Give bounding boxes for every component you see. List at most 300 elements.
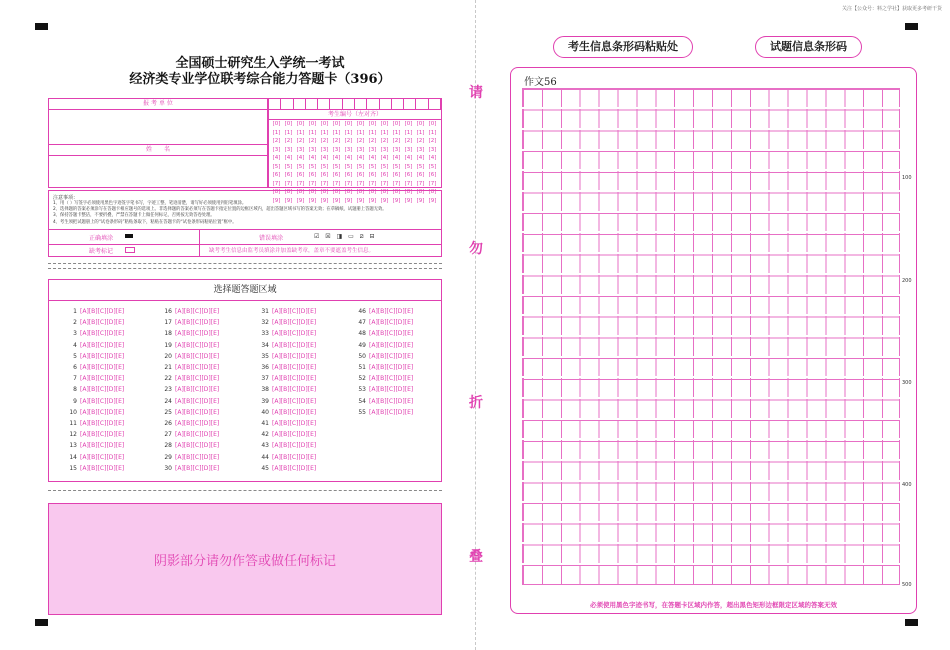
digit-bubble[interactable]: [7] <box>380 180 389 187</box>
essay-footer: 必须使用黑色字迹书写，在答题卡区域内作答，超出黑色矩形边框限定区域的答案无效 <box>590 601 837 609</box>
write-cell[interactable] <box>367 99 379 109</box>
choice-item[interactable] <box>65 308 124 315</box>
choice-item[interactable] <box>65 375 124 382</box>
answer-options[interactable]: [A][B][C][D][E] <box>272 420 317 427</box>
digit-bubble[interactable]: [0] <box>380 121 389 127</box>
question-number: 36 <box>261 364 269 371</box>
answer-options[interactable]: [A][B][C][D][E] <box>80 408 125 416</box>
digit-bubble[interactable]: [9] <box>332 197 341 204</box>
write-cell[interactable] <box>330 99 342 109</box>
digit-bubble[interactable]: [3] <box>416 146 425 153</box>
digit-bubble[interactable]: [0] <box>284 121 293 127</box>
write-cell[interactable] <box>416 99 428 109</box>
choice-item[interactable] <box>257 431 316 438</box>
answer-options[interactable]: [A][B][C][D][E] <box>272 464 317 472</box>
write-cell[interactable] <box>392 99 404 109</box>
choice-item[interactable] <box>160 442 219 449</box>
digit-bubble[interactable]: [9] <box>344 197 353 204</box>
digit-bubble[interactable]: [6] <box>320 172 329 178</box>
choice-item[interactable] <box>257 308 316 315</box>
digit-bubble[interactable]: [0] <box>428 121 437 127</box>
answer-options[interactable]: [A][B][C][D][E] <box>272 442 317 450</box>
question-number: 44 <box>261 453 269 461</box>
digit-bubble[interactable]: [0] <box>392 121 401 127</box>
digit-bubble[interactable]: [6] <box>416 172 425 178</box>
digit-bubble[interactable]: [7] <box>296 180 305 187</box>
answer-options[interactable]: [A][B][C][D][E] <box>175 453 220 461</box>
digit-bubble[interactable]: [3] <box>332 146 341 153</box>
choice-item[interactable] <box>65 454 124 461</box>
answer-options[interactable]: [A][B][C][D][E] <box>80 308 125 315</box>
digit-bubble[interactable]: [0] <box>332 121 341 127</box>
answer-options[interactable]: [A][B][C][D][E] <box>80 341 125 349</box>
choice-item[interactable] <box>257 375 316 382</box>
digit-bubble[interactable]: [5] <box>320 163 329 170</box>
digit-bubble[interactable]: [5] <box>416 163 425 170</box>
digit-bubble[interactable]: [4] <box>296 155 305 161</box>
digit-bubble[interactable]: [5] <box>368 163 377 170</box>
answer-options[interactable]: [A][B][C][D][E] <box>272 386 317 394</box>
digit-bubble[interactable]: [1] <box>368 129 377 136</box>
digit-bubble[interactable]: [7] <box>416 180 425 187</box>
choice-item[interactable] <box>160 409 219 416</box>
choice-item[interactable] <box>354 353 413 360</box>
answer-options[interactable]: [A][B][C][D][E] <box>369 397 414 405</box>
digit-bubble[interactable]: [4] <box>404 155 413 161</box>
digit-bubble[interactable]: [9] <box>368 197 377 204</box>
digit-bubble[interactable]: [6] <box>332 172 341 178</box>
digit-bubble[interactable]: [6] <box>404 172 413 178</box>
digit-bubble[interactable]: [2] <box>404 138 413 144</box>
digit-bubble[interactable]: [4] <box>356 155 365 161</box>
digit-bubble[interactable]: [0] <box>320 121 329 127</box>
digit-bubble[interactable]: [5] <box>344 163 353 170</box>
answer-options[interactable]: [A][B][C][D][E] <box>369 341 414 349</box>
digit-bubble[interactable]: [6] <box>284 172 293 178</box>
answer-options[interactable]: [A][B][C][D][E] <box>272 408 317 416</box>
answer-options[interactable]: [A][B][C][D][E] <box>80 352 125 360</box>
digit-bubble[interactable]: [7] <box>272 180 281 187</box>
digit-bubble[interactable]: [8] <box>380 189 389 195</box>
write-cell[interactable] <box>343 99 355 109</box>
answer-options[interactable]: [A][B][C][D][E] <box>175 386 220 394</box>
shaded-area <box>48 503 442 615</box>
answer-options[interactable]: [A][B][C][D][E] <box>175 308 220 315</box>
digit-bubble[interactable]: [0] <box>368 121 377 127</box>
choice-item[interactable] <box>160 308 219 315</box>
digit-bubble[interactable]: [2] <box>308 138 317 144</box>
digit-bubble[interactable]: [8] <box>428 189 437 195</box>
digit-bubble[interactable]: [7] <box>368 180 377 187</box>
choice-item[interactable] <box>354 386 413 393</box>
digit-bubble[interactable]: [1] <box>332 129 341 136</box>
question-number: 42 <box>261 431 269 439</box>
answer-options[interactable]: [A][B][C][D][E] <box>175 319 220 327</box>
choice-item[interactable] <box>257 353 316 360</box>
write-cell[interactable] <box>355 99 367 109</box>
answer-options[interactable]: [A][B][C][D][E] <box>175 420 220 427</box>
digit-bubble[interactable]: [1] <box>380 129 389 136</box>
digit-bubble[interactable]: [6] <box>392 172 401 178</box>
digit-bubble[interactable]: [2] <box>272 138 281 144</box>
digit-bubble[interactable]: [5] <box>428 163 437 170</box>
choice-item[interactable] <box>65 353 124 360</box>
digit-bubble[interactable]: [3] <box>284 146 293 153</box>
digit-bubble[interactable]: [6] <box>344 172 353 178</box>
digit-bubble[interactable]: [2] <box>284 138 293 144</box>
write-cell[interactable] <box>404 99 416 109</box>
digit-bubble[interactable]: [5] <box>380 163 389 170</box>
answer-options[interactable]: [A][B][C][D][E] <box>369 319 414 327</box>
digit-bubble[interactable]: [5] <box>392 163 401 170</box>
answer-options[interactable]: [A][B][C][D][E] <box>80 464 125 472</box>
digit-bubble[interactable]: [3] <box>428 146 437 153</box>
question-number: 23 <box>164 386 172 394</box>
digit-bubble[interactable]: [7] <box>344 180 353 187</box>
answer-options[interactable]: [A][B][C][D][E] <box>272 352 317 360</box>
digit-bubble[interactable]: [1] <box>296 129 305 136</box>
digit-bubble[interactable]: [6] <box>368 172 377 178</box>
digit-bubble[interactable]: [4] <box>308 155 317 161</box>
write-cell[interactable] <box>294 99 306 109</box>
answer-options[interactable]: [A][B][C][D][E] <box>80 330 125 338</box>
digit-bubble[interactable]: [7] <box>284 180 293 187</box>
digit-bubble[interactable]: [0] <box>272 121 281 127</box>
digit-bubble[interactable]: [4] <box>320 155 329 161</box>
wrong-fill-label: 错误填涂 <box>259 235 284 242</box>
write-cell[interactable] <box>281 99 293 109</box>
question-number: 48 <box>358 330 366 338</box>
answer-options[interactable]: [A][B][C][D][E] <box>175 375 220 383</box>
digit-bubble[interactable]: [2] <box>320 138 329 144</box>
digit-bubble[interactable]: [8] <box>344 189 353 195</box>
answer-options[interactable]: [A][B][C][D][E] <box>369 386 414 394</box>
unit-field[interactable] <box>49 109 267 144</box>
answer-options[interactable]: [A][B][C][D][E] <box>80 431 125 439</box>
write-cell[interactable] <box>306 99 318 109</box>
digit-bubble[interactable]: [4] <box>368 155 377 161</box>
choice-item[interactable] <box>65 364 124 371</box>
digit-bubble[interactable]: [8] <box>416 189 425 195</box>
digit-bubble[interactable]: [4] <box>416 155 425 161</box>
digit-bubble[interactable]: [0] <box>416 121 425 127</box>
digit-bubble[interactable]: [4] <box>428 155 437 161</box>
choice-item[interactable] <box>65 465 124 472</box>
wrong-fill-examples: ☑ ☒ ◨ ▭ ⧄ ⊟ <box>314 233 377 240</box>
choice-item[interactable] <box>160 375 219 382</box>
answer-options[interactable]: [A][B][C][D][E] <box>175 364 220 371</box>
digit-bubble[interactable]: [1] <box>404 129 413 136</box>
digit-bubble[interactable]: [3] <box>404 146 413 153</box>
choice-item[interactable] <box>65 386 124 393</box>
digit-bubble[interactable]: [3] <box>296 146 305 153</box>
choice-item[interactable] <box>160 319 219 326</box>
digit-bubble[interactable]: [9] <box>416 197 425 204</box>
answer-options[interactable]: [A][B][C][D][E] <box>369 330 414 338</box>
question-number: 29 <box>164 453 172 461</box>
answer-options[interactable]: [A][B][C][D][E] <box>80 453 125 461</box>
answer-options[interactable]: [A][B][C][D][E] <box>80 442 125 450</box>
choice-item[interactable] <box>65 319 124 326</box>
choice-item[interactable] <box>354 409 413 416</box>
answer-options[interactable]: [A][B][C][D][E] <box>272 341 317 349</box>
digit-bubble[interactable]: [4] <box>380 155 389 161</box>
answer-options[interactable]: [A][B][C][D][E] <box>175 442 220 450</box>
choice-item[interactable] <box>160 386 219 393</box>
choice-item[interactable] <box>257 319 316 326</box>
digit-bubble[interactable]: [3] <box>308 146 317 153</box>
word-count-400: 400 <box>902 482 912 488</box>
exam-number-label: 考生编号（左对齐） <box>269 109 441 120</box>
choice-area-title: 选择题答题区域 <box>49 280 441 301</box>
answer-options[interactable]: [A][B][C][D][E] <box>272 330 317 338</box>
digit-bubble[interactable]: [0] <box>404 121 413 127</box>
choice-item[interactable] <box>257 409 316 416</box>
choice-item[interactable] <box>160 364 219 371</box>
answer-options[interactable]: [A][B][C][D][E] <box>175 397 220 405</box>
answer-options[interactable]: [A][B][C][D][E] <box>80 375 125 383</box>
question-number: 20 <box>164 352 172 360</box>
answer-options[interactable]: [A][B][C][D][E] <box>175 330 220 338</box>
digit-bubble[interactable]: [6] <box>308 172 317 178</box>
answer-options[interactable]: [A][B][C][D][E] <box>80 386 125 394</box>
choice-item[interactable] <box>160 420 219 427</box>
correct-fill-label: 正确填涂 <box>89 235 114 242</box>
choice-item[interactable] <box>354 342 413 349</box>
choice-item[interactable] <box>257 454 316 461</box>
digit-bubble[interactable]: [3] <box>344 146 353 153</box>
choice-item[interactable] <box>354 375 413 382</box>
digit-bubble[interactable]: [6] <box>356 172 365 178</box>
digit-bubble[interactable]: [2] <box>416 138 425 144</box>
digit-bubble[interactable]: [5] <box>296 163 305 170</box>
answer-options[interactable]: [A][B][C][D][E] <box>369 408 414 416</box>
choice-item[interactable] <box>160 465 219 472</box>
digit-bubble[interactable]: [6] <box>296 172 305 178</box>
answer-options[interactable]: [A][B][C][D][E] <box>175 341 220 349</box>
choice-item[interactable] <box>65 330 124 337</box>
digit-bubble[interactable]: [8] <box>332 189 341 195</box>
question-number: 2 <box>73 319 77 327</box>
notice-line: 3、保持答题卡整洁，不要折叠，严禁在答题卡上做任何标记，否则按无效答卷处理。 <box>53 213 215 219</box>
write-cell[interactable] <box>380 99 392 109</box>
answer-options[interactable]: [A][B][C][D][E] <box>272 364 317 371</box>
digit-bubble[interactable]: [8] <box>356 189 365 195</box>
digit-bubble[interactable]: [8] <box>320 189 329 195</box>
answer-options[interactable]: [A][B][C][D][E] <box>175 352 220 360</box>
absent-mark-box[interactable] <box>125 247 135 253</box>
answer-options[interactable]: [A][B][C][D][E] <box>272 319 317 327</box>
question-number: 19 <box>164 341 172 349</box>
choice-item[interactable] <box>65 431 124 438</box>
name-field[interactable] <box>49 155 267 187</box>
digit-bubble[interactable]: [3] <box>392 146 401 153</box>
choice-item[interactable] <box>257 330 316 337</box>
digit-bubble[interactable]: [5] <box>272 163 281 170</box>
write-cells[interactable] <box>269 99 441 109</box>
digit-bubble[interactable]: [3] <box>320 146 329 153</box>
answer-options[interactable]: [A][B][C][D][E] <box>272 453 317 461</box>
digit-bubble[interactable]: [0] <box>296 121 305 127</box>
digit-bubble[interactable]: [8] <box>368 189 377 195</box>
choice-item[interactable] <box>160 353 219 360</box>
question-number: 15 <box>69 464 77 472</box>
digit-bubble[interactable]: [8] <box>284 189 293 195</box>
question-number: 45 <box>261 464 269 472</box>
choice-item[interactable] <box>257 420 316 427</box>
answer-options[interactable]: [A][B][C][D][E] <box>80 364 125 371</box>
answer-options[interactable]: [A][B][C][D][E] <box>369 375 414 383</box>
registration-mark <box>35 619 48 626</box>
choice-item[interactable] <box>257 342 316 349</box>
digit-bubble[interactable]: [7] <box>332 180 341 187</box>
digit-bubble[interactable]: [4] <box>272 155 281 161</box>
choice-item[interactable] <box>354 319 413 326</box>
answer-options[interactable]: [A][B][C][D][E] <box>175 408 220 416</box>
digit-bubble[interactable]: [1] <box>428 129 437 136</box>
answer-options[interactable]: [A][B][C][D][E] <box>175 431 220 439</box>
choice-item[interactable] <box>160 330 219 337</box>
answer-options[interactable]: [A][B][C][D][E] <box>80 420 125 427</box>
digit-bubble[interactable]: [1] <box>272 129 281 136</box>
digit-bubble[interactable]: [9] <box>392 197 401 204</box>
digit-bubble[interactable]: [8] <box>272 189 281 195</box>
question-number: 18 <box>164 330 172 338</box>
digit-bubble[interactable]: [1] <box>416 129 425 136</box>
choice-item[interactable] <box>354 308 413 315</box>
choice-item[interactable] <box>257 465 316 472</box>
digit-bubble[interactable]: [0] <box>308 121 317 127</box>
digit-bubble[interactable]: [7] <box>320 180 329 187</box>
question-number: 49 <box>358 341 366 349</box>
question-number: 54 <box>358 397 366 405</box>
digit-bubble[interactable]: [7] <box>392 180 401 187</box>
answer-options[interactable]: [A][B][C][D][E] <box>175 464 220 472</box>
answer-options[interactable]: [A][B][C][D][E] <box>80 397 125 405</box>
choice-item[interactable] <box>257 442 316 449</box>
digit-bubble[interactable]: [3] <box>380 146 389 153</box>
digit-bubble[interactable]: [4] <box>332 155 341 161</box>
question-number: 3 <box>73 330 77 338</box>
digit-bubble[interactable]: [6] <box>380 172 389 178</box>
choice-item[interactable] <box>257 398 316 405</box>
digit-bubble[interactable]: [0] <box>344 121 353 127</box>
digit-bubble[interactable]: [5] <box>356 163 365 170</box>
digit-bubble[interactable]: [1] <box>320 129 329 136</box>
digit-bubble[interactable]: [4] <box>392 155 401 161</box>
digit-bubble[interactable]: [2] <box>296 138 305 144</box>
registration-mark <box>35 23 48 30</box>
digit-bubble[interactable]: [3] <box>368 146 377 153</box>
digit-bubble[interactable]: [1] <box>284 129 293 136</box>
write-cell[interactable] <box>318 99 330 109</box>
digit-bubble[interactable]: [8] <box>404 189 413 195</box>
answer-options[interactable]: [A][B][C][D][E] <box>272 308 317 315</box>
digit-bubble[interactable]: [9] <box>380 197 389 204</box>
digit-bubble[interactable]: [1] <box>356 129 365 136</box>
choice-item[interactable] <box>354 364 413 371</box>
notice-box <box>48 190 442 257</box>
digit-bubble[interactable]: [8] <box>308 189 317 195</box>
digit-bubble[interactable]: [8] <box>392 189 401 195</box>
write-cell[interactable] <box>269 99 281 109</box>
digit-bubble[interactable]: [0] <box>356 121 365 127</box>
digit-bubble[interactable]: [1] <box>308 129 317 136</box>
answer-options[interactable]: [A][B][C][D][E] <box>369 308 414 315</box>
choice-item[interactable] <box>257 364 316 371</box>
digit-bubble[interactable]: [4] <box>344 155 353 161</box>
digit-bubble[interactable]: [9] <box>296 197 305 204</box>
digit-bubble[interactable]: [7] <box>428 180 437 187</box>
digit-bubble[interactable]: [9] <box>284 197 293 204</box>
digit-bubble[interactable]: [2] <box>332 138 341 144</box>
choice-item[interactable] <box>65 398 124 405</box>
absent-note: 缺考考生信息由监考员填涂并加盖缺考章，盖章不要遮盖考生信息。 <box>209 248 375 254</box>
digit-bubble[interactable]: [1] <box>344 129 353 136</box>
choice-item[interactable] <box>65 409 124 416</box>
digit-bubble[interactable]: [2] <box>428 138 437 144</box>
choice-item[interactable] <box>65 420 124 427</box>
digit-bubble[interactable]: [4] <box>284 155 293 161</box>
digit-bubble[interactable]: [7] <box>308 180 317 187</box>
answer-options[interactable]: [A][B][C][D][E] <box>272 397 317 405</box>
question-number: 46 <box>358 308 366 315</box>
digit-bubble[interactable]: [3] <box>356 146 365 153</box>
digit-bubble[interactable]: [6] <box>272 172 281 178</box>
digit-bubble[interactable]: [9] <box>428 197 437 204</box>
digit-bubble[interactable]: [5] <box>332 163 341 170</box>
digit-bubble[interactable]: [7] <box>404 180 413 187</box>
answer-options[interactable]: [A][B][C][D][E] <box>369 352 414 360</box>
digit-bubble[interactable]: [5] <box>308 163 317 170</box>
fold-char: 折 <box>469 395 483 411</box>
choice-item[interactable] <box>160 342 219 349</box>
digit-bubble[interactable]: [2] <box>344 138 353 144</box>
answer-options[interactable]: [A][B][C][D][E] <box>369 364 414 371</box>
digit-bubble[interactable]: [7] <box>356 180 365 187</box>
digit-bubble[interactable]: [2] <box>368 138 377 144</box>
digit-bubble[interactable]: [9] <box>404 197 413 204</box>
digit-bubble[interactable]: [9] <box>308 197 317 204</box>
digit-bubble[interactable]: [9] <box>320 197 329 204</box>
write-cell[interactable] <box>429 99 441 109</box>
digit-bubble[interactable]: [9] <box>272 197 281 204</box>
digit-bubble[interactable]: [6] <box>428 172 437 178</box>
digit-bubble[interactable]: [9] <box>356 197 365 204</box>
choice-item[interactable] <box>65 342 124 349</box>
digit-bubble[interactable]: [1] <box>392 129 401 136</box>
digit-bubble[interactable]: [2] <box>380 138 389 144</box>
choice-item[interactable] <box>65 442 124 449</box>
digit-bubble[interactable]: [8] <box>296 189 305 195</box>
answer-options[interactable]: [A][B][C][D][E] <box>80 319 125 327</box>
digit-bubble[interactable]: [2] <box>392 138 401 144</box>
question-number: 11 <box>69 420 77 427</box>
choice-item[interactable] <box>354 398 413 405</box>
choice-item[interactable] <box>160 431 219 438</box>
registration-mark <box>905 23 918 30</box>
answer-options[interactable]: [A][B][C][D][E] <box>272 431 317 439</box>
choice-item[interactable] <box>257 386 316 393</box>
choice-item[interactable] <box>354 330 413 337</box>
digit-bubble[interactable]: [2] <box>356 138 365 144</box>
answer-options[interactable]: [A][B][C][D][E] <box>272 375 317 383</box>
digit-bubble[interactable]: [5] <box>284 163 293 170</box>
digit-bubble[interactable]: [3] <box>272 146 281 153</box>
choice-item[interactable] <box>160 398 219 405</box>
choice-item[interactable] <box>160 454 219 461</box>
digit-bubble[interactable]: [5] <box>404 163 413 170</box>
